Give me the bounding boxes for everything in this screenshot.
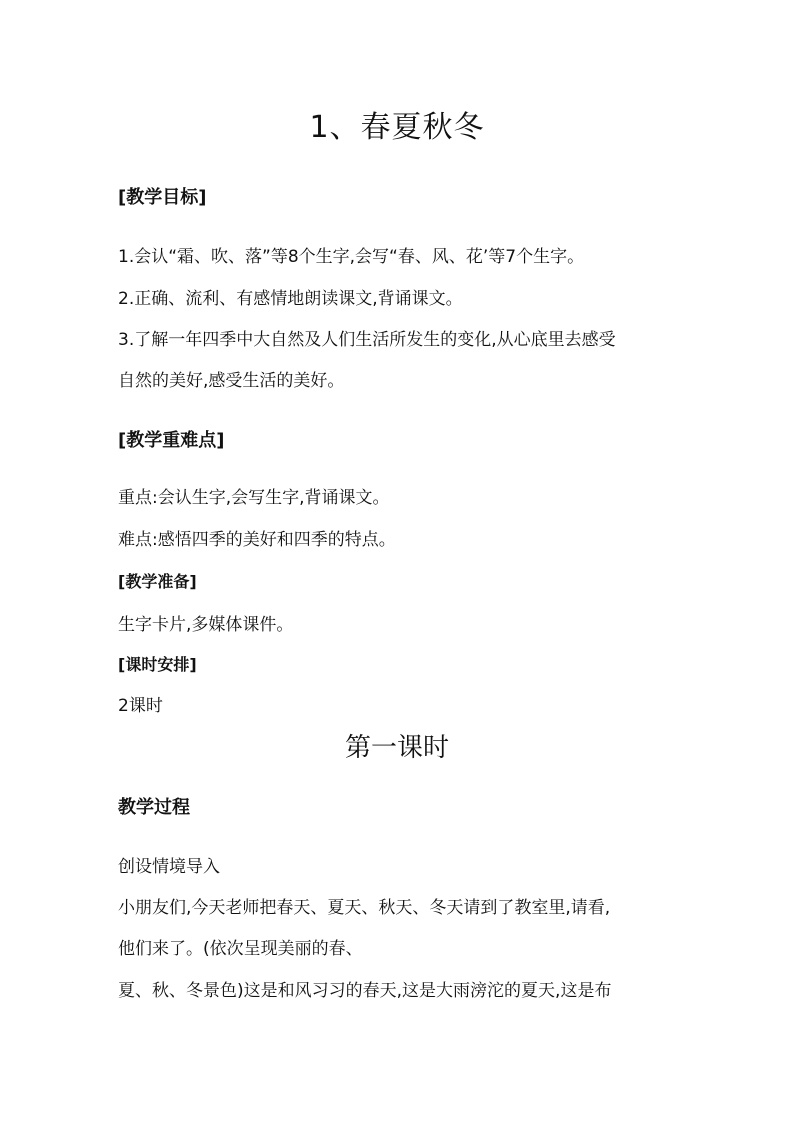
process-heading: 教学过程 [118, 797, 190, 818]
objectives-heading: [教学目标] [118, 187, 207, 208]
objective-item: 1.会认“霜、吹、落”等8个生字,会写“春、风、花’等7个生字。 [118, 247, 585, 267]
preparation-heading: [教学准备] [118, 572, 197, 591]
paragraph-line: 夏、秋、冬景色)这是和风习习的春天,这是大雨滂沱的夏天,这是布 [118, 981, 612, 1001]
paragraph-line: 他们来了。(依次呈现美丽的春、 [118, 939, 363, 959]
objective-item: 2.正确、流利、有感情地朗读课文,背诵课文。 [118, 289, 463, 309]
lesson-title: 第一课时 [344, 733, 449, 763]
objective-item: 3.了解一年四季中大自然及人们生活所发生的变化,从心底里去感受 [118, 330, 616, 350]
preparation-text: 生字卡片,多媒体课件。 [118, 615, 294, 635]
schedule-heading: [课时安排] [118, 655, 197, 674]
objective-item-continuation: 自然的美好,感受生活的美好。 [118, 371, 345, 391]
paragraph-line: 小朋友们,今天老师把春天、夏天、秋天、冬天请到了教室里,请看, [118, 898, 611, 918]
step-title: 创设情境导入 [118, 857, 220, 877]
schedule-text: 2课时 [118, 696, 163, 716]
key-points-heading: [教学重难点] [118, 430, 225, 451]
document-title: 1、春夏秋冬 [309, 110, 485, 145]
key-point: 重点:会认生字,会写生字,背诵课文。 [118, 488, 390, 508]
difficult-point: 难点:感悟四季的美好和四季的特点。 [118, 530, 396, 550]
